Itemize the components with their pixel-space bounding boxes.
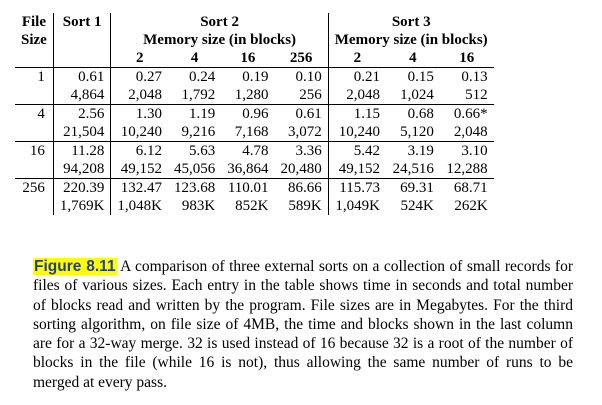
time-cell: 11.28	[53, 142, 111, 161]
sort2-header	[111, 13, 328, 49]
time-cell: 86.66	[275, 179, 329, 198]
blocks-cell: 49,152	[338, 161, 380, 177]
blocks-cell: 512	[465, 87, 488, 103]
blocks-cell: 24,516	[392, 161, 434, 177]
blocks-cell: 94,208	[53, 160, 111, 179]
blocks-cell: 5,120	[400, 124, 434, 140]
sort3-mem-size: 16	[459, 50, 475, 66]
sort3-header	[328, 13, 493, 49]
caption-text: A comparison of three external sorts on a collection of small records for files of various sizes. Each entry in the table shows time in seconds and total number of blocks read and written by the program. File sizes are in Megabytes. For the third sorting algorithm, on file size of 4MB, the time and blocks shown in the last column are for a 32-way merge. 32 is used instead of 16 because 32 is a root of the number of blocks in the file (while 16 is not), thus allowing the same number of runs to be merged at every pass.	[33, 258, 573, 391]
blocks-cell: 524K	[400, 198, 434, 214]
figure-caption	[33, 257, 573, 392]
blocks-cell: 2,048	[128, 87, 163, 103]
time-cell: 1.30	[111, 105, 168, 124]
time-cell: 5.63	[168, 142, 221, 161]
blocks-cell: 2,048	[453, 124, 488, 140]
table-row-blocks	[15, 86, 494, 105]
figure-label: Figure 8.11	[34, 258, 116, 275]
time-cell: 1.15	[328, 105, 386, 124]
time-cell: 0.27	[111, 68, 168, 87]
empty-header-cell	[53, 49, 111, 68]
time-cell: 69.31	[386, 179, 440, 198]
time-cell: 110.01	[221, 179, 274, 198]
time-cell: 0.61	[53, 68, 111, 87]
blocks-cell: 983K	[181, 198, 216, 214]
blocks-cell: 262K	[454, 198, 488, 214]
blocks-cell: 1,769K	[53, 197, 111, 215]
file-size-header-line2: Size	[21, 32, 47, 48]
blocks-cell: 45,056	[174, 161, 216, 177]
sort3-mem-size: 4	[409, 50, 417, 66]
table-row-time	[15, 68, 494, 87]
time-cell: 2.56	[53, 105, 111, 124]
time-cell: 3.19	[386, 142, 440, 161]
time-cell: 0.15	[386, 68, 440, 87]
blocks-cell: 2,048	[346, 87, 380, 103]
blocks-cell: 589K	[275, 197, 329, 215]
sort2-mem-size: 2	[135, 50, 144, 66]
sort3-mem-size: 2	[353, 50, 362, 66]
time-cell: 0.24	[168, 68, 221, 87]
table-row-time	[15, 105, 494, 124]
blocks-cell: 852K	[235, 198, 269, 214]
blocks-cell: 10,240	[120, 124, 163, 140]
time-cell: 0.66*	[440, 105, 494, 124]
time-cell: 0.68	[386, 105, 440, 124]
time-cell: 0.13	[440, 68, 494, 87]
blocks-cell: 7,168	[234, 124, 269, 140]
blocks-cell: 9,216	[181, 124, 216, 140]
blocks-cell: 20,480	[275, 160, 329, 179]
time-cell: 6.12	[111, 142, 168, 161]
blocks-cell: 3,072	[275, 123, 329, 142]
blocks-cell: 256	[275, 86, 329, 105]
file-size-cell	[15, 160, 53, 179]
sort3-memory-label: Memory size (in blocks)	[334, 32, 488, 48]
time-cell: 220.39	[53, 179, 111, 198]
sort2-mem-size: 256	[275, 49, 329, 68]
empty-header-cell	[15, 49, 53, 68]
sort2-title: Sort 2	[200, 14, 239, 30]
table-row-time	[15, 142, 494, 161]
blocks-cell: 10,240	[338, 124, 380, 140]
time-cell: 5.42	[328, 142, 386, 161]
time-cell: 0.10	[275, 68, 329, 87]
time-cell: 4.78	[221, 142, 274, 161]
sort2-mem-size: 4	[190, 50, 199, 66]
time-cell: 3.10	[440, 142, 494, 161]
file-size-header-line1: File	[21, 14, 46, 30]
file-size-header	[15, 13, 53, 49]
time-cell: 0.21	[328, 68, 386, 87]
file-size-cell: 4	[15, 105, 53, 124]
table-row-blocks	[15, 160, 494, 179]
time-cell: 115.73	[328, 179, 386, 198]
sort2-mem-size: 16	[240, 50, 256, 66]
time-cell: 68.71	[440, 179, 494, 198]
file-size-cell	[15, 86, 53, 105]
sort3-title: Sort 3	[391, 14, 431, 30]
file-size-cell: 256	[15, 179, 53, 198]
table-row-blocks	[15, 123, 494, 142]
file-size-cell: 1	[15, 68, 53, 87]
blocks-cell: 21,504	[53, 123, 111, 142]
table-row-time	[15, 179, 494, 198]
sort2-memory-label: Memory size (in blocks)	[143, 32, 297, 48]
blocks-cell: 1,280	[234, 87, 269, 103]
time-cell: 0.61	[275, 105, 329, 124]
blocks-cell: 1,048K	[117, 198, 163, 214]
time-cell: 132.47	[111, 179, 168, 198]
blocks-cell: 1,024	[400, 87, 434, 103]
blocks-cell: 4,864	[53, 86, 111, 105]
time-cell: 1.19	[168, 105, 221, 124]
time-cell: 3.36	[275, 142, 329, 161]
time-cell: 0.19	[221, 68, 274, 87]
sort1-header: Sort 1	[53, 13, 111, 49]
external-sorts-table	[15, 13, 494, 215]
time-cell: 123.68	[168, 179, 221, 198]
table-row-blocks	[15, 197, 494, 215]
blocks-cell: 12,288	[446, 161, 488, 177]
file-size-cell: 16	[15, 142, 53, 161]
blocks-cell: 1,049K	[335, 198, 380, 214]
time-cell: 0.96	[221, 105, 274, 124]
file-size-cell	[15, 123, 53, 142]
file-size-cell	[15, 197, 53, 215]
blocks-cell: 1,792	[181, 87, 216, 103]
blocks-cell: 36,864	[227, 161, 269, 177]
blocks-cell: 49,152	[120, 161, 163, 177]
